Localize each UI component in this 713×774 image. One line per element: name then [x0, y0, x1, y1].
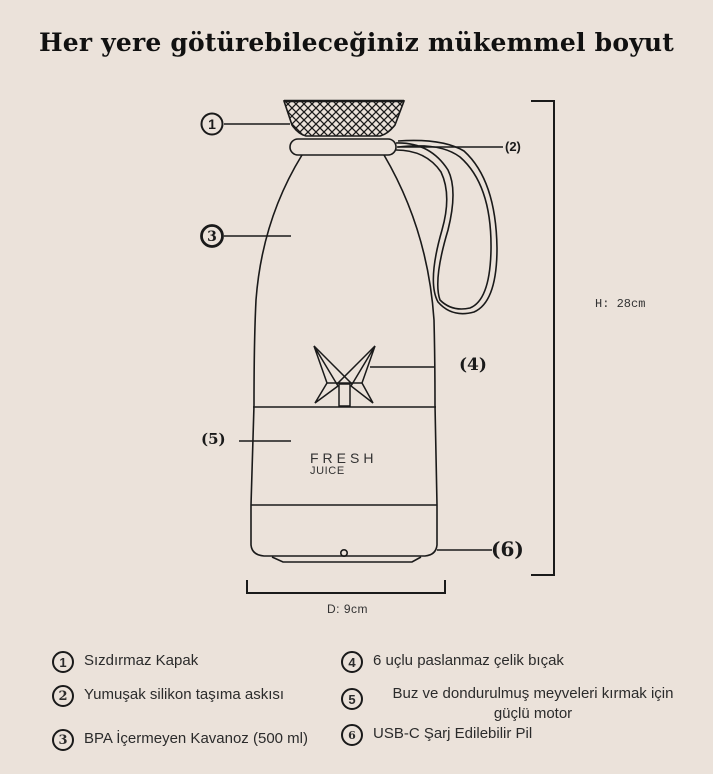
bottle-body: [251, 155, 437, 562]
brand-logo: [310, 450, 377, 477]
legend-item-4: [341, 651, 564, 673]
number-4-icon: 4: [341, 651, 363, 673]
diameter-dimension: D: 9cm: [327, 602, 369, 616]
legend-item-2: [52, 685, 284, 707]
legend-text: Buz ve dondurulmuş meyveleri kırmak için güçlü motor: [392, 685, 674, 722]
legend-text: BPA İçermeyen Kavanoz (500 ml): [84, 730, 308, 747]
blade-icon: [314, 346, 375, 406]
callout-5: (5): [201, 430, 226, 448]
number-3-icon: 3: [52, 729, 74, 751]
legend-text: Yumuşak silikon taşıma askısı: [84, 686, 285, 703]
callout-2: (2): [505, 139, 521, 154]
cap-icon: [284, 101, 404, 136]
number-2-icon: 2: [52, 685, 74, 707]
legend-text: USB-C Şarj Edilebilir Pil: [373, 725, 533, 742]
callout-6: (6): [491, 537, 524, 561]
callout-4: (4): [459, 355, 487, 375]
diameter-bracket: [247, 580, 445, 593]
number-6-icon: 6: [341, 724, 363, 746]
brand-line2: JUICE: [310, 465, 345, 477]
legend-item-1: [52, 651, 198, 673]
number-1-icon: 1: [52, 651, 74, 673]
legend-text: 6 uçlu paslanmaz çelik bıçak: [373, 652, 564, 669]
callout-3: 3: [207, 229, 217, 245]
page-title: Her yere götürebileceğiniz mükemmel boyut: [38, 28, 675, 57]
legend-text: Sızdırmaz Kapak: [84, 652, 199, 669]
callout-1: 1: [208, 116, 216, 132]
collar-ring: [290, 139, 396, 155]
brand-line1: FRESH: [310, 450, 378, 466]
strap-icon: [396, 140, 497, 313]
height-dimension: H: 28cm: [595, 297, 646, 311]
number-5-icon: 5: [341, 688, 363, 710]
legend-item-5: [341, 684, 693, 724]
legend-item-3: [52, 729, 308, 751]
legend-item-6: [341, 724, 532, 746]
height-bracket: [531, 101, 554, 575]
